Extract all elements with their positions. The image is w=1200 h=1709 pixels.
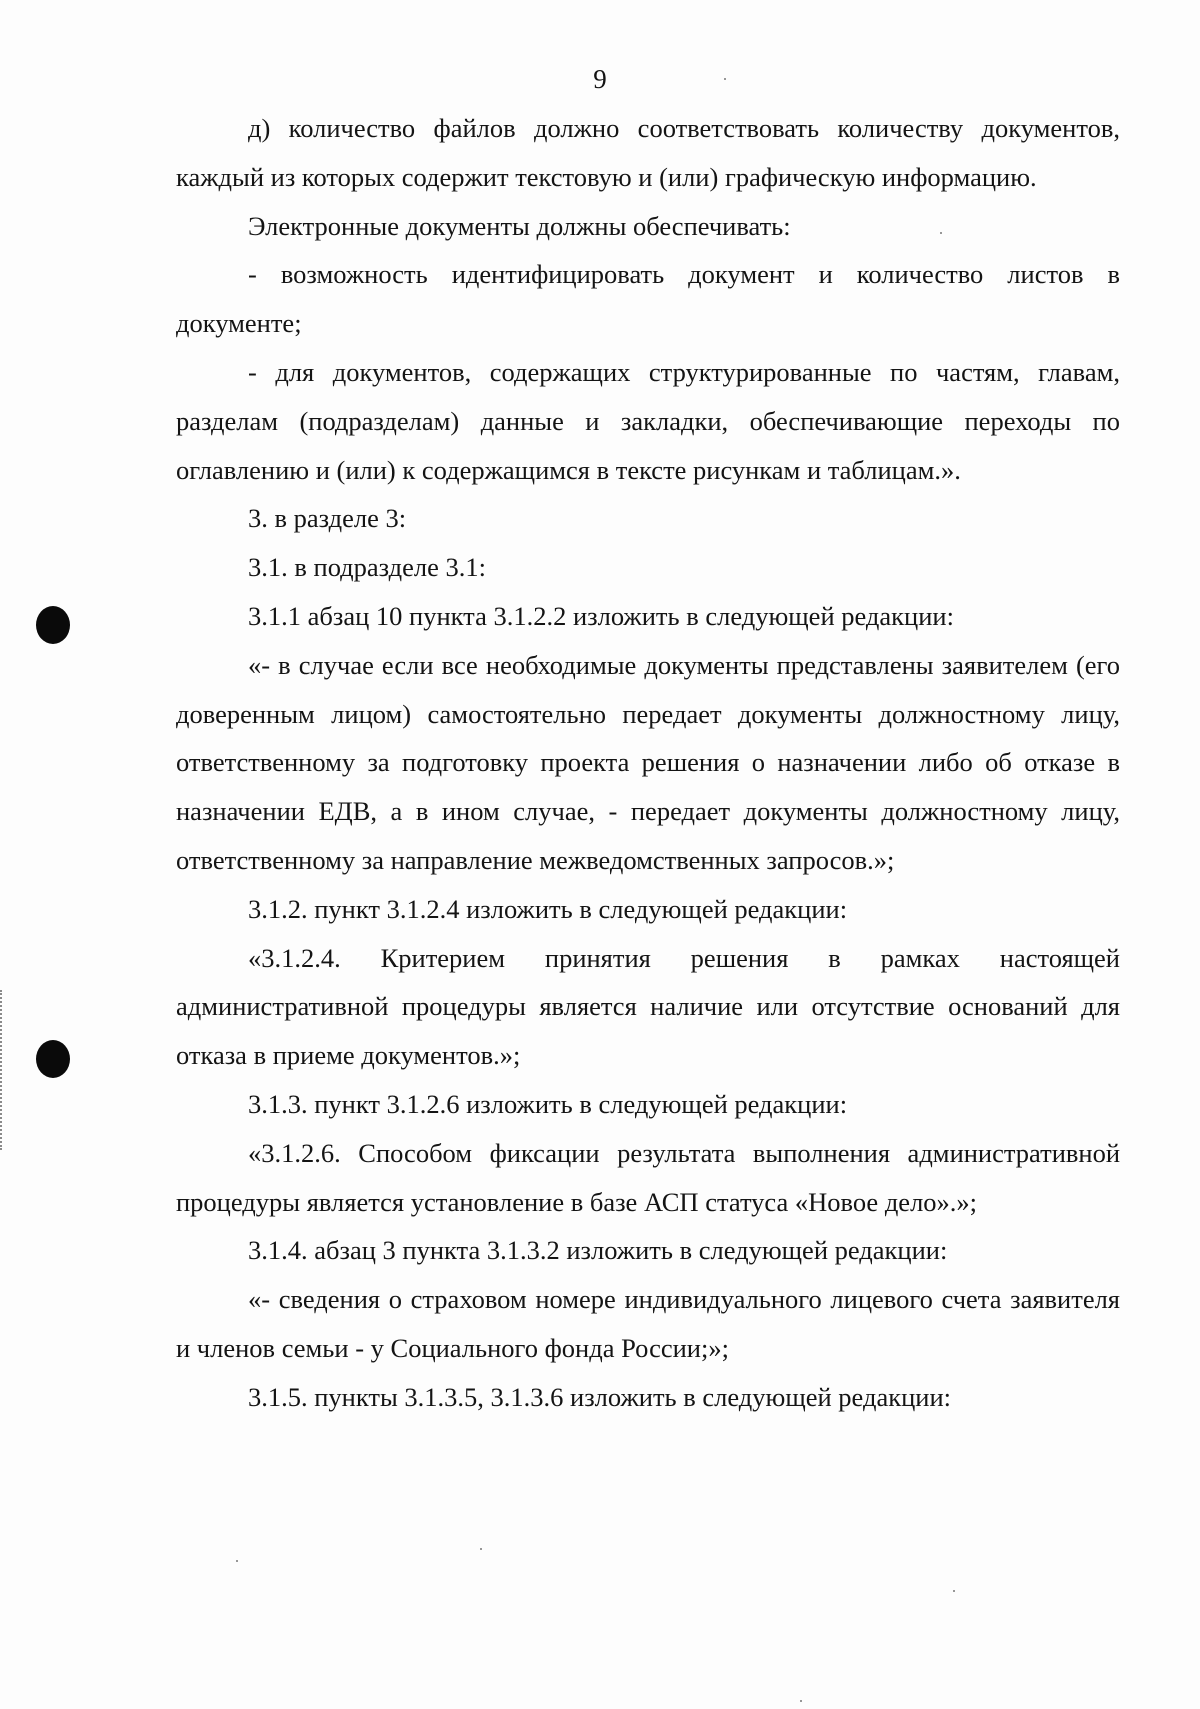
- paragraph-quote-3-1-2-4: «3.1.2.4. Критерием принятия решения в рамках настоящей административной процедуры является наличие или отсутствие оснований для отказа в приеме документов.»;: [176, 942, 1120, 1071]
- paragraph-3-1-1: 3.1.1 абзац 10 пункта 3.1.2.2 изложить в следующей редакции:: [248, 600, 954, 631]
- page-number: 9: [593, 64, 607, 94]
- scan-edge-mark: [0, 990, 4, 1150]
- paragraph-quote-3-1-2-6: «3.1.2.6. Способом фиксации результата выполнения административной процедуры является установление в базе АСП статуса «Новое дело».»;: [176, 1137, 1120, 1217]
- document-text: [176, 104, 1120, 1422]
- scan-speck: [480, 1548, 482, 1550]
- scan-speck: [236, 1560, 238, 1562]
- scan-speck: [800, 1700, 802, 1702]
- paragraph-section-3: 3. в разделе 3:: [248, 503, 407, 534]
- punch-hole-mark: [36, 1040, 70, 1078]
- paragraph-files-count: д) количество файлов должно соответствовать количеству документов, каждый из которых содержит текстовую и (или) графическую информацию.: [176, 113, 1120, 192]
- scan-speck: [953, 1590, 955, 1592]
- paragraph-electronic-docs: Электронные документы должны обеспечивать:: [248, 210, 791, 241]
- paragraph-quote-3-1-3-2: «- сведения о страховом номере индивидуального лицевого счета заявителя и членов семьи - у Социального фонда России;»;: [176, 1284, 1120, 1363]
- paragraph-3-1-2: 3.1.2. пункт 3.1.2.4 изложить в следующей редакции:: [248, 893, 848, 924]
- punch-hole-mark: [36, 606, 70, 644]
- paragraph-quote-3-1-2-2: «- в случае если все необходимые документы представлены заявителем (его доверенным лицом) самостоятельно передает документы должностному лицу, ответственному за подготовку проекта решения о назначении либо об отказе в назначении ЕДВ, а в ином случае, - передает документы должностному лицу, ответственному за направление межведомственных запросов.»;: [176, 649, 1120, 875]
- paragraph-subsection-3-1: 3.1. в подразделе 3.1:: [248, 552, 487, 583]
- paragraph-3-1-4: 3.1.4. абзац 3 пункта 3.1.3.2 изложить в следующей редакции:: [248, 1235, 948, 1266]
- paragraph-3-1-5: 3.1.5. пункты 3.1.3.5, 3.1.3.6 изложить в следующей редакции:: [248, 1381, 952, 1412]
- paragraph-structured-documents: - для документов, содержащих структурированные по частям, главам, разделам (подразделам) данные и закладки, обеспечивающие переходы по оглавлению и (или) к содержащимся в тексте рисункам и таблицам.».: [176, 356, 1120, 485]
- paragraph-identify-document: - возможность идентифицировать документ и количество листов в документе;: [176, 259, 1120, 339]
- paragraph-3-1-3: 3.1.3. пункт 3.1.2.6 изложить в следующей редакции:: [248, 1088, 848, 1119]
